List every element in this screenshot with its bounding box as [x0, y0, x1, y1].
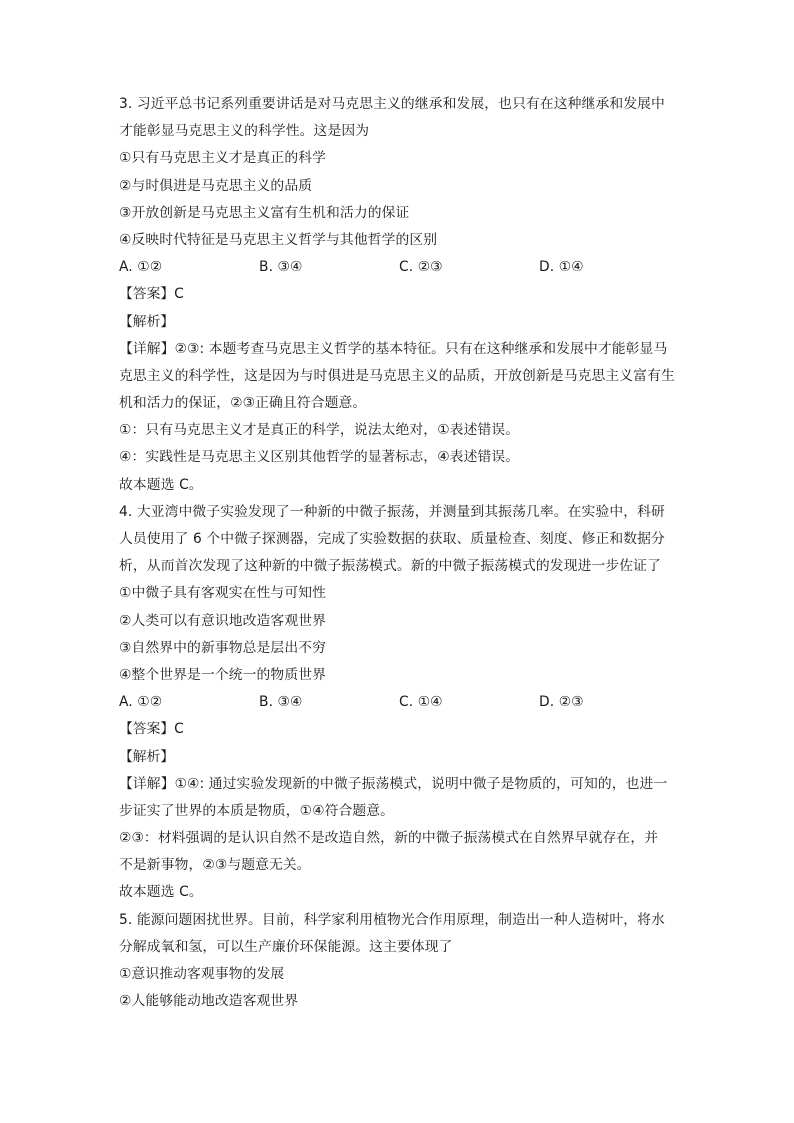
question-stem-line: 人员使用了 6 个中微子探测器，完成了实验数据的获取、质量检查、刻度、修正和数据分	[119, 531, 665, 547]
statement-item: ③自然界中的新事物总是层出不穷	[119, 639, 327, 656]
explanation-line: ②③：材料强调的是认识自然不是改造自然，新的中微子振荡模式在自然界早就存在，并	[119, 830, 659, 847]
question-stem-line: 3. 习近平总书记系列重要讲话是对马克思主义的继承和发展，也只有在这种继承和发展中	[119, 96, 665, 112]
option-b: B. ③④	[259, 259, 303, 276]
question-5	[119, 907, 679, 1016]
statement-item: ③开放创新是马克思主义富有生机和活力的保证	[119, 204, 410, 221]
explanation-line: ①：只有马克思主义才是真正的科学，说法太绝对，①表述错误。	[119, 422, 520, 439]
explanation-line: ④：实践性是马克思主义区别其他哲学的显著标志，④表述错误。	[119, 449, 520, 466]
explanation-line: 机和活力的保证，②③正确且符合题意。	[119, 395, 367, 412]
explanation-line: 【详解】①④: 通过实验发现新的中微子振荡模式，说明中微子是物质的，可知的，也进一	[119, 775, 668, 792]
option-d: D. ①④	[539, 259, 584, 276]
explanation-line: 不是新事物，②③与题意无关。	[119, 857, 311, 874]
option-a: A. ①②	[119, 259, 163, 276]
explanation-line: 【详解】②③: 本题考查马克思主义哲学的基本特征。只有在这种继承和发展中才能彰显马	[119, 340, 668, 357]
question-3	[119, 91, 679, 499]
question-stem-line: 5. 能源问题困扰世界。目前，科学家利用植物光合作用原理，制造出一种人造树叶，将水	[119, 911, 665, 928]
statement-item: ①只有马克思主义才是真正的科学	[119, 150, 327, 167]
statement-item: ②与时俱进是马克思主义的品质	[119, 177, 313, 194]
option-b: B. ③④	[259, 694, 303, 711]
explanation-line: 克思主义的科学性，这是因为与时俱进是马克思主义的品质，开放创新是马克思主义富有生	[119, 367, 675, 384]
answer-options	[119, 254, 679, 281]
option-c: C. ②③	[399, 259, 443, 276]
statement-item: ①意识推动客观事物的发展	[119, 966, 285, 982]
question-stem-line: 才能彰显马克思主义的科学性。这是因为	[119, 123, 370, 140]
document-content	[119, 91, 679, 1015]
analysis-label: 【解析】	[119, 313, 175, 330]
question-stem-line: 4. 大亚湾中微子实验发现了一种新的中微子振荡，并测量到其振荡几率。在实验中，科研	[119, 503, 665, 520]
statement-item: ④反映时代特征是马克思主义哲学与其他哲学的区别	[119, 231, 438, 248]
explanation-line: 故本题选 C。	[119, 884, 203, 901]
statement-item: ①中微子具有客观实在性与可知性	[119, 585, 327, 602]
statement-item: ②人能够能动地改造客观世界	[119, 993, 299, 1010]
analysis-label: 【解析】	[119, 748, 175, 765]
question-stem-line: 分解成氧和氢，可以生产廉价环保能源。这主要体现了	[119, 938, 453, 955]
option-a: A. ①②	[119, 694, 163, 711]
answer-options	[119, 689, 679, 716]
statement-item: ④整个世界是一个统一的物质世界	[119, 666, 327, 683]
option-d: D. ②③	[539, 694, 584, 711]
option-c: C. ①④	[399, 694, 443, 711]
explanation-line: 故本题选 C。	[119, 476, 203, 493]
statement-item: ②人类可以有意识地改造客观世界	[119, 612, 327, 629]
explanation-line: 步证实了世界的本质是物质，①④符合题意。	[119, 802, 395, 819]
question-4	[119, 499, 679, 907]
answer-line: 【答案】C	[119, 286, 184, 303]
question-stem-line: 析，从而首次发现了这种新的中微子振荡模式。新的中微子振荡模式的发现进一步佐证了	[119, 558, 661, 575]
answer-line: 【答案】C	[119, 721, 184, 738]
